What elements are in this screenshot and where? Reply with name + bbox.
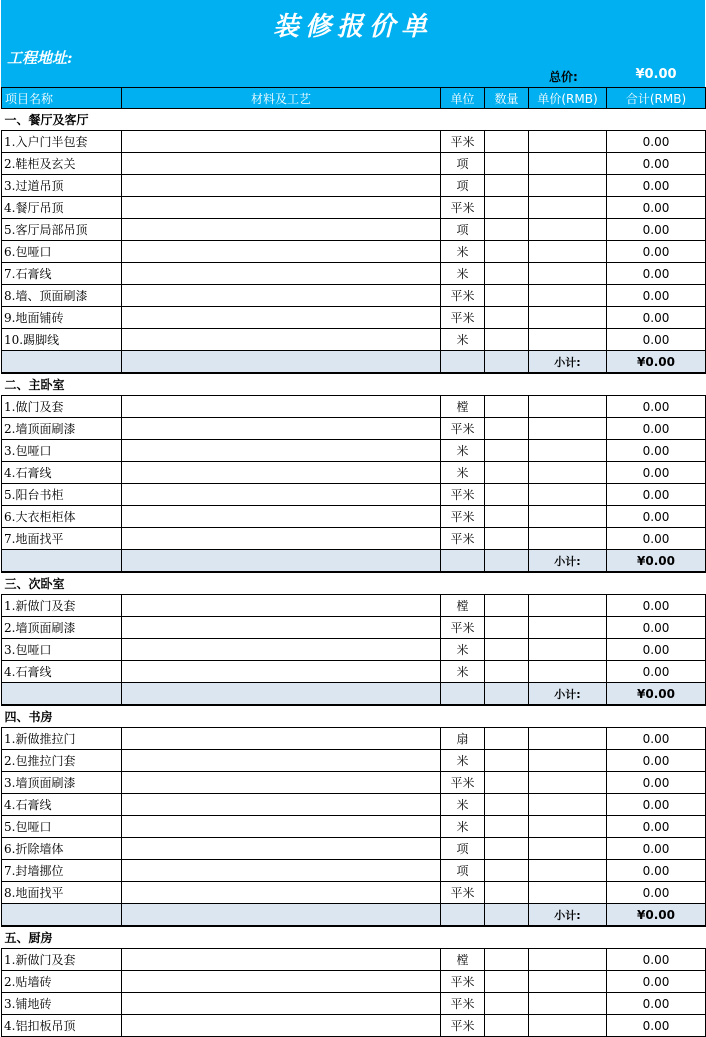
line-total-cell[interactable]: 0.00 (607, 131, 706, 153)
unit-cell[interactable]: 项 (441, 175, 485, 197)
address-label: 工程地址: (7, 49, 73, 67)
quantity-cell[interactable] (485, 440, 529, 462)
table-row (2, 1015, 706, 1037)
subtotal-label: 小计: (529, 550, 607, 573)
unit-cell[interactable]: 平米 (441, 131, 485, 153)
item-name-cell[interactable]: 4.石膏线 (2, 462, 122, 484)
quantity-cell[interactable] (485, 462, 529, 484)
line-total-cell[interactable]: 0.00 (607, 175, 706, 197)
material-cell[interactable] (122, 263, 441, 285)
unit-price-cell[interactable] (529, 307, 607, 329)
unit-price-cell[interactable] (529, 750, 607, 772)
table-row (2, 661, 706, 683)
material-cell[interactable] (122, 882, 441, 904)
line-total-cell[interactable]: 0.00 (607, 506, 706, 528)
material-cell[interactable] (122, 462, 441, 484)
material-cell[interactable] (122, 639, 441, 661)
line-total-cell[interactable]: 0.00 (607, 595, 706, 617)
unit-cell[interactable]: 米 (441, 816, 485, 838)
table-row (2, 971, 706, 993)
table-row (2, 728, 706, 750)
quantity-cell[interactable] (485, 661, 529, 683)
unit-price-cell[interactable] (529, 794, 607, 816)
unit-price-cell[interactable] (529, 639, 607, 661)
item-name-cell[interactable]: 7.石膏线 (2, 263, 122, 285)
table-row (2, 882, 706, 904)
subtotal-spacer (485, 550, 529, 573)
material-cell[interactable] (122, 307, 441, 329)
table-row (2, 639, 706, 661)
section-title: 一、餐厅及客厅 (2, 109, 706, 131)
unit-cell[interactable]: 米 (441, 241, 485, 263)
quantity-cell[interactable] (485, 307, 529, 329)
quantity-cell[interactable] (485, 639, 529, 661)
subtotal-value: ¥0.00 (607, 904, 706, 927)
table-row (2, 241, 706, 263)
unit-cell[interactable]: 平米 (441, 418, 485, 440)
section-header-row (2, 926, 706, 949)
quantity-cell[interactable] (485, 528, 529, 550)
quantity-cell[interactable] (485, 728, 529, 750)
item-name-cell[interactable]: 6.折除墙体 (2, 838, 122, 860)
unit-price-cell[interactable] (529, 528, 607, 550)
subtotal-label: 小计: (529, 904, 607, 927)
unit-cell[interactable]: 樘 (441, 595, 485, 617)
column-header: 单位 (441, 88, 485, 109)
unit-cell[interactable]: 樘 (441, 396, 485, 418)
unit-price-cell[interactable] (529, 506, 607, 528)
subtotal-spacer (2, 904, 122, 927)
item-name-cell[interactable]: 3.墙顶面刷漆 (2, 772, 122, 794)
subtotal-spacer (2, 351, 122, 374)
material-cell[interactable] (122, 1015, 441, 1037)
unit-price-cell[interactable] (529, 197, 607, 219)
line-total-cell[interactable]: 0.00 (607, 263, 706, 285)
material-cell[interactable] (122, 484, 441, 506)
unit-price-cell[interactable] (529, 993, 607, 1015)
material-cell[interactable] (122, 971, 441, 993)
line-total-cell[interactable]: 0.00 (607, 462, 706, 484)
unit-price-cell[interactable] (529, 838, 607, 860)
table-row (2, 772, 706, 794)
table-row (2, 750, 706, 772)
line-total-cell[interactable]: 0.00 (607, 1015, 706, 1037)
unit-price-cell[interactable] (529, 241, 607, 263)
item-name-cell[interactable]: 9.地面铺砖 (2, 307, 122, 329)
material-cell[interactable] (122, 949, 441, 971)
material-cell[interactable] (122, 197, 441, 219)
item-name-cell[interactable]: 7.封墙挪位 (2, 860, 122, 882)
subtotal-row (2, 550, 706, 573)
item-name-cell[interactable]: 6.大衣柜柜体 (2, 506, 122, 528)
table-row (2, 418, 706, 440)
unit-price-cell[interactable] (529, 329, 607, 351)
item-name-cell[interactable]: 5.客厅局部吊顶 (2, 219, 122, 241)
table-row (2, 816, 706, 838)
item-name-cell[interactable]: 2.鞋柜及玄关 (2, 153, 122, 175)
item-name-cell[interactable]: 1.新做门及套 (2, 595, 122, 617)
table-row (2, 153, 706, 175)
subtotal-spacer (122, 550, 441, 573)
table-row (2, 617, 706, 639)
unit-price-cell[interactable] (529, 971, 607, 993)
unit-cell[interactable]: 平米 (441, 882, 485, 904)
material-cell[interactable] (122, 506, 441, 528)
quantity-cell[interactable] (485, 1015, 529, 1037)
unit-price-cell[interactable] (529, 131, 607, 153)
grand-total-label: 总价: (549, 70, 578, 84)
subtotal-spacer (2, 550, 122, 573)
quantity-cell[interactable] (485, 617, 529, 639)
line-total-cell[interactable]: 0.00 (607, 329, 706, 351)
unit-cell[interactable]: 项 (441, 153, 485, 175)
quantity-cell[interactable] (485, 794, 529, 816)
unit-price-cell[interactable] (529, 728, 607, 750)
line-total-cell[interactable]: 0.00 (607, 750, 706, 772)
quantity-cell[interactable] (485, 772, 529, 794)
quantity-cell[interactable] (485, 838, 529, 860)
unit-cell[interactable]: 米 (441, 750, 485, 772)
table-row (2, 838, 706, 860)
line-total-cell[interactable]: 0.00 (607, 617, 706, 639)
quantity-cell[interactable] (485, 750, 529, 772)
quantity-cell[interactable] (485, 396, 529, 418)
table-row (2, 794, 706, 816)
subtotal-spacer (485, 351, 529, 374)
line-total-cell[interactable]: 0.00 (607, 440, 706, 462)
unit-cell[interactable]: 樘 (441, 949, 485, 971)
column-header: 材料及工艺 (122, 88, 441, 109)
item-name-cell[interactable]: 2.墙顶面刷漆 (2, 617, 122, 639)
unit-price-cell[interactable] (529, 484, 607, 506)
subtotal-label: 小计: (529, 351, 607, 374)
item-name-cell[interactable]: 5.包哑口 (2, 816, 122, 838)
unit-cell[interactable]: 平米 (441, 971, 485, 993)
unit-price-cell[interactable] (529, 661, 607, 683)
material-cell[interactable] (122, 816, 441, 838)
grand-total-value: ¥0.00 (635, 67, 677, 82)
item-name-cell[interactable]: 1.入户门半包套 (2, 131, 122, 153)
unit-cell[interactable]: 平米 (441, 993, 485, 1015)
table-row (2, 440, 706, 462)
table-row (2, 462, 706, 484)
unit-price-cell[interactable] (529, 595, 607, 617)
unit-cell[interactable]: 平米 (441, 528, 485, 550)
line-total-cell[interactable]: 0.00 (607, 772, 706, 794)
unit-price-cell[interactable] (529, 1015, 607, 1037)
subtotal-row (2, 351, 706, 374)
line-total-cell[interactable]: 0.00 (607, 838, 706, 860)
table-row (2, 595, 706, 617)
table-row (2, 329, 706, 351)
subtotal-row (2, 683, 706, 706)
unit-cell[interactable]: 平米 (441, 772, 485, 794)
material-cell[interactable] (122, 794, 441, 816)
item-name-cell[interactable]: 7.地面找平 (2, 528, 122, 550)
unit-cell[interactable]: 平米 (441, 307, 485, 329)
table-row (2, 175, 706, 197)
subtotal-spacer (122, 904, 441, 927)
material-cell[interactable] (122, 838, 441, 860)
material-cell[interactable] (122, 993, 441, 1015)
item-name-cell[interactable]: 8.地面找平 (2, 882, 122, 904)
unit-price-cell[interactable] (529, 418, 607, 440)
material-cell[interactable] (122, 528, 441, 550)
item-name-cell[interactable]: 4.餐厅吊顶 (2, 197, 122, 219)
item-name-cell[interactable]: 1.做门及套 (2, 396, 122, 418)
item-name-cell[interactable]: 8.墙、顶面刷漆 (2, 285, 122, 307)
subtotal-value: ¥0.00 (607, 351, 706, 374)
quantity-cell[interactable] (485, 418, 529, 440)
unit-cell[interactable]: 米 (441, 440, 485, 462)
line-total-cell[interactable]: 0.00 (607, 794, 706, 816)
quantity-cell[interactable] (485, 484, 529, 506)
table-row (2, 285, 706, 307)
unit-cell[interactable]: 平米 (441, 506, 485, 528)
material-cell[interactable] (122, 418, 441, 440)
subtotal-spacer (485, 904, 529, 927)
column-header: 项目名称 (2, 88, 122, 109)
unit-price-cell[interactable] (529, 462, 607, 484)
table-row (2, 219, 706, 241)
item-name-cell[interactable]: 5.阳台书柜 (2, 484, 122, 506)
subtotal-spacer (122, 351, 441, 374)
unit-cell[interactable]: 平米 (441, 1015, 485, 1037)
item-name-cell[interactable]: 3.包哑口 (2, 440, 122, 462)
unit-cell[interactable]: 项 (441, 219, 485, 241)
line-total-cell[interactable]: 0.00 (607, 285, 706, 307)
table-row (2, 484, 706, 506)
quantity-cell[interactable] (485, 816, 529, 838)
material-cell[interactable] (122, 860, 441, 882)
item-name-cell[interactable]: 1.新做推拉门 (2, 728, 122, 750)
quantity-cell[interactable] (485, 506, 529, 528)
unit-cell[interactable]: 平米 (441, 484, 485, 506)
unit-cell[interactable]: 扇 (441, 728, 485, 750)
material-cell[interactable] (122, 329, 441, 351)
unit-price-cell[interactable] (529, 396, 607, 418)
line-total-cell[interactable]: 0.00 (607, 219, 706, 241)
unit-cell[interactable]: 米 (441, 263, 485, 285)
line-total-cell[interactable]: 0.00 (607, 949, 706, 971)
unit-price-cell[interactable] (529, 219, 607, 241)
line-total-cell[interactable]: 0.00 (607, 418, 706, 440)
line-total-cell[interactable]: 0.00 (607, 971, 706, 993)
quantity-cell[interactable] (485, 949, 529, 971)
subtotal-value: ¥0.00 (607, 683, 706, 706)
unit-price-cell[interactable] (529, 440, 607, 462)
line-total-cell[interactable]: 0.00 (607, 528, 706, 550)
section-header-row (2, 572, 706, 595)
unit-price-cell[interactable] (529, 153, 607, 175)
quantity-cell[interactable] (485, 131, 529, 153)
line-total-cell[interactable]: 0.00 (607, 241, 706, 263)
unit-price-cell[interactable] (529, 860, 607, 882)
material-cell[interactable] (122, 728, 441, 750)
subtotal-spacer (2, 683, 122, 706)
material-cell[interactable] (122, 595, 441, 617)
quantity-cell[interactable] (485, 263, 529, 285)
quantity-cell[interactable] (485, 993, 529, 1015)
item-name-cell[interactable]: 4.石膏线 (2, 661, 122, 683)
material-cell[interactable] (122, 440, 441, 462)
column-header: 数量 (485, 88, 529, 109)
quantity-cell[interactable] (485, 197, 529, 219)
title-banner (1, 0, 705, 87)
section-title: 四、书房 (2, 705, 706, 728)
item-name-cell[interactable]: 4.石膏线 (2, 794, 122, 816)
subtotal-spacer (122, 683, 441, 706)
line-total-cell[interactable]: 0.00 (607, 153, 706, 175)
quantity-cell[interactable] (485, 971, 529, 993)
unit-cell[interactable]: 平米 (441, 617, 485, 639)
section-title: 三、次卧室 (2, 572, 706, 595)
quantity-cell[interactable] (485, 175, 529, 197)
column-header-row (2, 88, 706, 109)
material-cell[interactable] (122, 153, 441, 175)
unit-cell[interactable]: 米 (441, 639, 485, 661)
material-cell[interactable] (122, 219, 441, 241)
unit-price-cell[interactable] (529, 263, 607, 285)
line-total-cell[interactable]: 0.00 (607, 993, 706, 1015)
unit-cell[interactable]: 米 (441, 329, 485, 351)
quantity-cell[interactable] (485, 219, 529, 241)
subtotal-spacer (441, 351, 485, 374)
table-row (2, 993, 706, 1015)
line-total-cell[interactable]: 0.00 (607, 860, 706, 882)
line-total-cell[interactable]: 0.00 (607, 728, 706, 750)
line-total-cell[interactable]: 0.00 (607, 484, 706, 506)
item-name-cell[interactable]: 3.铺地砖 (2, 993, 122, 1015)
line-total-cell[interactable]: 0.00 (607, 661, 706, 683)
section-title: 二、主卧室 (2, 373, 706, 396)
quantity-cell[interactable] (485, 882, 529, 904)
unit-cell[interactable]: 平米 (441, 197, 485, 219)
unit-cell[interactable]: 项 (441, 860, 485, 882)
material-cell[interactable] (122, 241, 441, 263)
item-name-cell[interactable]: 2.包推拉门套 (2, 750, 122, 772)
table-row (2, 506, 706, 528)
line-total-cell[interactable]: 0.00 (607, 816, 706, 838)
table-row (2, 860, 706, 882)
line-total-cell[interactable]: 0.00 (607, 197, 706, 219)
subtotal-spacer (441, 904, 485, 927)
unit-price-cell[interactable] (529, 882, 607, 904)
material-cell[interactable] (122, 661, 441, 683)
unit-cell[interactable]: 平米 (441, 285, 485, 307)
material-cell[interactable] (122, 285, 441, 307)
unit-price-cell[interactable] (529, 175, 607, 197)
quote-table (1, 87, 706, 1037)
column-header: 合计(RMB) (607, 88, 706, 109)
section-header-row (2, 109, 706, 131)
unit-price-cell[interactable] (529, 949, 607, 971)
material-cell[interactable] (122, 617, 441, 639)
item-name-cell[interactable]: 10.踢脚线 (2, 329, 122, 351)
subtotal-spacer (485, 683, 529, 706)
table-row (2, 131, 706, 153)
material-cell[interactable] (122, 750, 441, 772)
item-name-cell[interactable]: 2.墙顶面刷漆 (2, 418, 122, 440)
quantity-cell[interactable] (485, 285, 529, 307)
page-title: 装修报价单 (272, 12, 433, 42)
line-total-cell[interactable]: 0.00 (607, 639, 706, 661)
unit-cell[interactable]: 米 (441, 661, 485, 683)
unit-price-cell[interactable] (529, 285, 607, 307)
section-header-row (2, 373, 706, 396)
unit-price-cell[interactable] (529, 816, 607, 838)
subtotal-value: ¥0.00 (607, 550, 706, 573)
item-name-cell[interactable]: 1.新做门及套 (2, 949, 122, 971)
subtotal-spacer (441, 550, 485, 573)
table-row (2, 307, 706, 329)
section-header-row (2, 705, 706, 728)
table-row (2, 263, 706, 285)
quote-sheet (1, 0, 705, 1037)
section-title: 五、厨房 (2, 926, 706, 949)
quantity-cell[interactable] (485, 329, 529, 351)
subtotal-label: 小计: (529, 683, 607, 706)
item-name-cell[interactable]: 6.包哑口 (2, 241, 122, 263)
line-total-cell[interactable]: 0.00 (607, 307, 706, 329)
table-row (2, 528, 706, 550)
item-name-cell[interactable]: 2.贴墙砖 (2, 971, 122, 993)
subtotal-spacer (441, 683, 485, 706)
material-cell[interactable] (122, 396, 441, 418)
unit-cell[interactable]: 米 (441, 794, 485, 816)
quantity-cell[interactable] (485, 860, 529, 882)
column-header: 单价(RMB) (529, 88, 607, 109)
table-row (2, 197, 706, 219)
unit-price-cell[interactable] (529, 617, 607, 639)
quantity-cell[interactable] (485, 241, 529, 263)
item-name-cell[interactable]: 3.过道吊顶 (2, 175, 122, 197)
material-cell[interactable] (122, 772, 441, 794)
quantity-cell[interactable] (485, 595, 529, 617)
item-name-cell[interactable]: 3.包哑口 (2, 639, 122, 661)
quantity-cell[interactable] (485, 153, 529, 175)
subtotal-row (2, 904, 706, 927)
unit-price-cell[interactable] (529, 772, 607, 794)
item-name-cell[interactable]: 4.铝扣板吊顶 (2, 1015, 122, 1037)
table-row (2, 396, 706, 418)
table-row (2, 949, 706, 971)
material-cell[interactable] (122, 175, 441, 197)
unit-cell[interactable]: 米 (441, 462, 485, 484)
line-total-cell[interactable]: 0.00 (607, 882, 706, 904)
line-total-cell[interactable]: 0.00 (607, 396, 706, 418)
unit-cell[interactable]: 项 (441, 838, 485, 860)
material-cell[interactable] (122, 131, 441, 153)
